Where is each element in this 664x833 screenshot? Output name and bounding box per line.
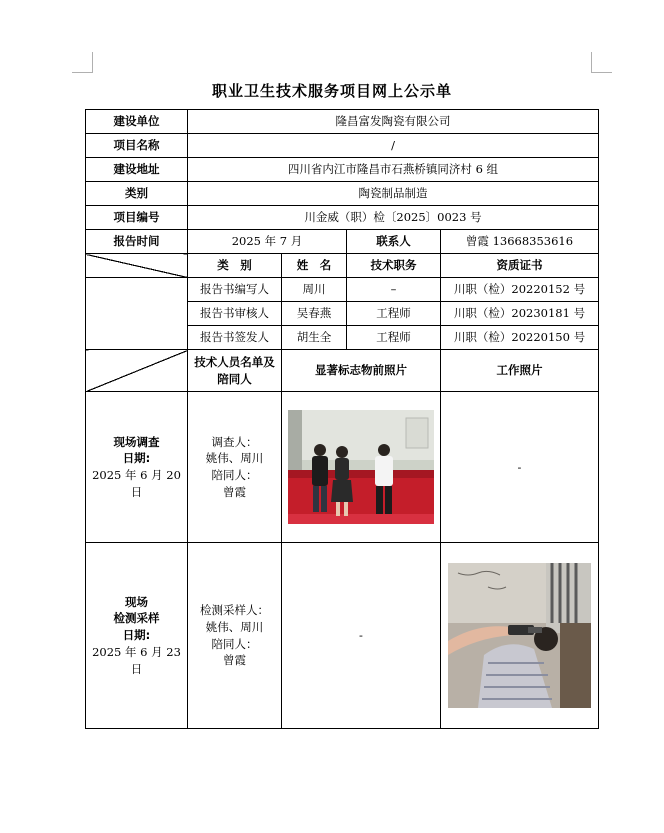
staff-name: 胡生全 [282, 326, 347, 350]
survey-people-3: 陪同人： [211, 468, 258, 482]
photo-header-row [86, 350, 599, 392]
diagonal-cell [86, 254, 188, 278]
row-address [86, 158, 599, 182]
address-value: 四川省内江市隆昌市石燕桥镇同济村 6 组 [188, 158, 599, 182]
staff-title: – [347, 278, 441, 302]
photo-header-work: 工作照片 [441, 350, 599, 392]
survey-date: 2025 年 6 月 20 日 [92, 468, 181, 499]
category-value: 陶瓷制品制造 [188, 182, 599, 206]
sampling-people-4: 曾霞 [223, 653, 246, 668]
staff-header-title: 技术职务 [347, 254, 441, 278]
survey-people-cell [188, 392, 282, 543]
sampling-label-3: 日期: [122, 628, 151, 643]
photo-header-people: 技术人员名单及陪同人 [188, 350, 282, 392]
row-report-time [86, 230, 599, 254]
staff-cert: 川职（检）20220152 号 [441, 278, 599, 302]
project-name-label: 项目名称 [86, 134, 188, 158]
sampling-people-1: 检测采样人： [200, 603, 269, 618]
unit-value: 隆昌富发陶瓷有限公司 [188, 110, 599, 134]
diagonal-cell [86, 350, 188, 392]
row-project-name [86, 134, 599, 158]
project-no-value: 川金威（职）检〔2025〕0023 号 [188, 206, 599, 230]
sampling-row [86, 543, 599, 729]
category-label: 类别 [86, 182, 188, 206]
staff-role: 报告书签发人 [188, 326, 282, 350]
crop-mark-top-left [72, 52, 93, 73]
survey-date-cell [86, 392, 188, 543]
staff-title: 工程师 [347, 302, 441, 326]
project-name-value: / [188, 134, 599, 158]
landmark-photo [288, 410, 434, 524]
staff-name: 吴春燕 [282, 302, 347, 326]
staff-header-row [86, 254, 599, 278]
sampling-label-1: 现场 [125, 594, 148, 609]
contact-label: 联系人 [347, 230, 441, 254]
address-label: 建设地址 [86, 158, 188, 182]
crop-mark-top-right [591, 52, 612, 73]
staff-blank-cell [86, 278, 188, 350]
staff-cert: 川职（检）20230181 号 [441, 302, 599, 326]
sampling-people-3: 陪同人： [211, 636, 258, 651]
staff-row [86, 278, 599, 302]
row-project-no [86, 206, 599, 230]
unit-label: 建设单位 [86, 110, 188, 134]
row-category [86, 182, 599, 206]
staff-role: 报告书审核人 [188, 302, 282, 326]
sampling-people-2: 姚伟、周川 [205, 619, 264, 634]
contact-value: 曾霞 13668353616 [441, 230, 599, 254]
survey-row [86, 392, 599, 543]
staff-role: 报告书编写人 [188, 278, 282, 302]
survey-label-1: 现场调查 [113, 434, 160, 449]
staff-header-role: 类 别 [188, 254, 282, 278]
page-title: 职业卫生技术服务项目网上公示单 [211, 82, 452, 100]
sampling-people-cell [188, 543, 282, 729]
staff-name: 周川 [282, 278, 347, 302]
staff-header-name: 姓 名 [282, 254, 347, 278]
work-photo [448, 563, 591, 708]
project-no-label: 项目编号 [86, 206, 188, 230]
survey-landmark-photo-cell [282, 392, 441, 543]
survey-people-4: 曾霞 [223, 484, 246, 499]
sampling-landmark-photo-cell: - [282, 543, 441, 729]
sampling-work-photo-cell [441, 543, 599, 729]
report-time-label: 报告时间 [86, 230, 188, 254]
survey-label-2: 日期: [122, 451, 151, 466]
info-table [85, 109, 599, 729]
staff-cert: 川职（检）20220150 号 [441, 326, 599, 350]
report-time-value: 2025 年 7 月 [188, 230, 347, 254]
sampling-label-2: 检测采样 [113, 611, 160, 626]
survey-people-2: 姚伟、周川 [205, 451, 264, 466]
staff-title: 工程师 [347, 326, 441, 350]
sampling-date-cell [86, 543, 188, 729]
survey-people-1: 调查人： [211, 434, 258, 449]
photo-header-landmark: 显著标志物前照片 [282, 350, 441, 392]
row-unit [86, 110, 599, 134]
survey-work-photo-cell: - [441, 392, 599, 543]
sampling-date: 2025 年 6 月 23 日 [92, 644, 181, 676]
staff-header-cert: 资质证书 [441, 254, 599, 278]
